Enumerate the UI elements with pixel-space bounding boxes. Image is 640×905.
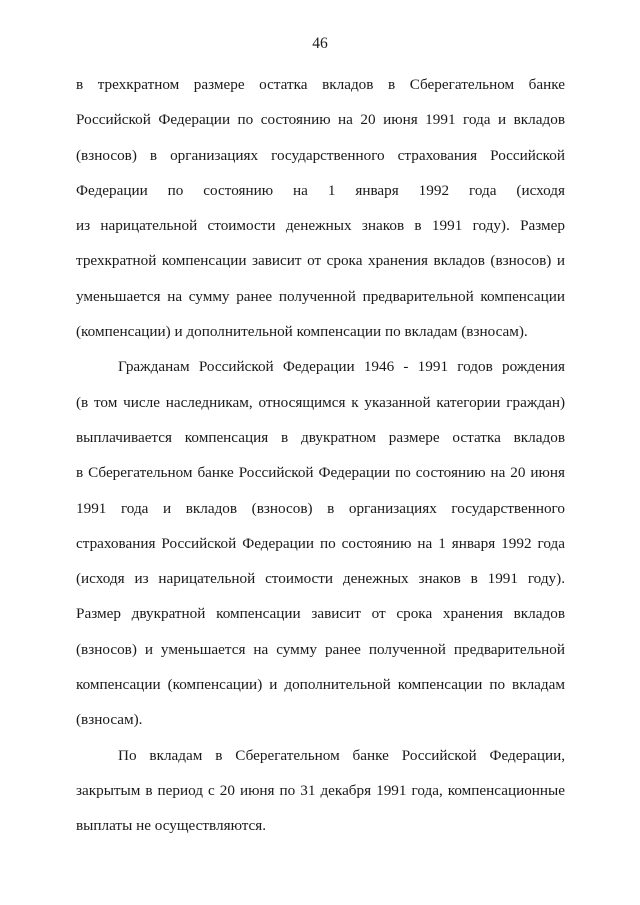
text-line: (в том числе наследникам, относящимся к указанной категории граждан)	[76, 393, 565, 411]
text-line: Гражданам Российской Федерации 1946 - 1991 годов рождения	[118, 358, 565, 376]
text-line: (компенсации) и дополнительной компенсации по вкладам (взносам).	[76, 323, 528, 341]
text-line: из нарицательной стоимости денежных знаков в 1991 году). Размер	[76, 217, 565, 235]
text-line: выплаты не осуществляются.	[76, 817, 267, 835]
text-line: (исходя из нарицательной стоимости денежных знаков в 1991 году).	[76, 570, 565, 588]
text-line: закрытым в период с 20 июня по 31 декабря 1991 года, компенсационные	[76, 781, 565, 799]
text-line: страхования Российской Федерации по состоянию на 1 января 1992 года	[76, 534, 565, 552]
paragraph-2	[76, 357, 565, 745]
text-line: выплачивается компенсация в двукратном размере остатка вкладов	[76, 428, 565, 446]
body-text	[76, 75, 565, 852]
text-line: 1991 года и вкладов (взносов) в организациях государственного	[76, 499, 565, 517]
text-line: Федерации по состоянию на 1 января 1992 года (исходя	[76, 181, 565, 199]
paragraph-1	[76, 75, 565, 357]
text-line: Размер двукратной компенсации зависит от срока хранения вкладов	[76, 605, 565, 623]
text-line: (взносов) в организациях государственного страхования Российской	[76, 146, 565, 164]
text-line: трехкратной компенсации зависит от срока хранения вкладов (взносов) и	[76, 252, 565, 270]
text-line: (взносам).	[76, 711, 143, 729]
page-number: 46	[312, 35, 328, 52]
text-line: По вкладам в Сберегательном банке Российской Федерации,	[118, 746, 565, 764]
text-line: в трехкратном размере остатка вкладов в Сберегательном банке	[76, 76, 565, 93]
text-line: Российской Федерации по состоянию на 20 июня 1991 года и вкладов	[76, 111, 565, 129]
text-line: (взносов) и уменьшается на сумму ранее полученной предварительной	[76, 640, 565, 658]
text-line: компенсации (компенсации) и дополнительной компенсации по вкладам	[76, 676, 565, 694]
paragraph-3	[76, 746, 565, 852]
text-line: в Сберегательном банке Российской Федерации по состоянию на 20 июня	[76, 464, 565, 482]
text-line: уменьшается на сумму ранее полученной предварительной компенсации	[76, 287, 565, 305]
